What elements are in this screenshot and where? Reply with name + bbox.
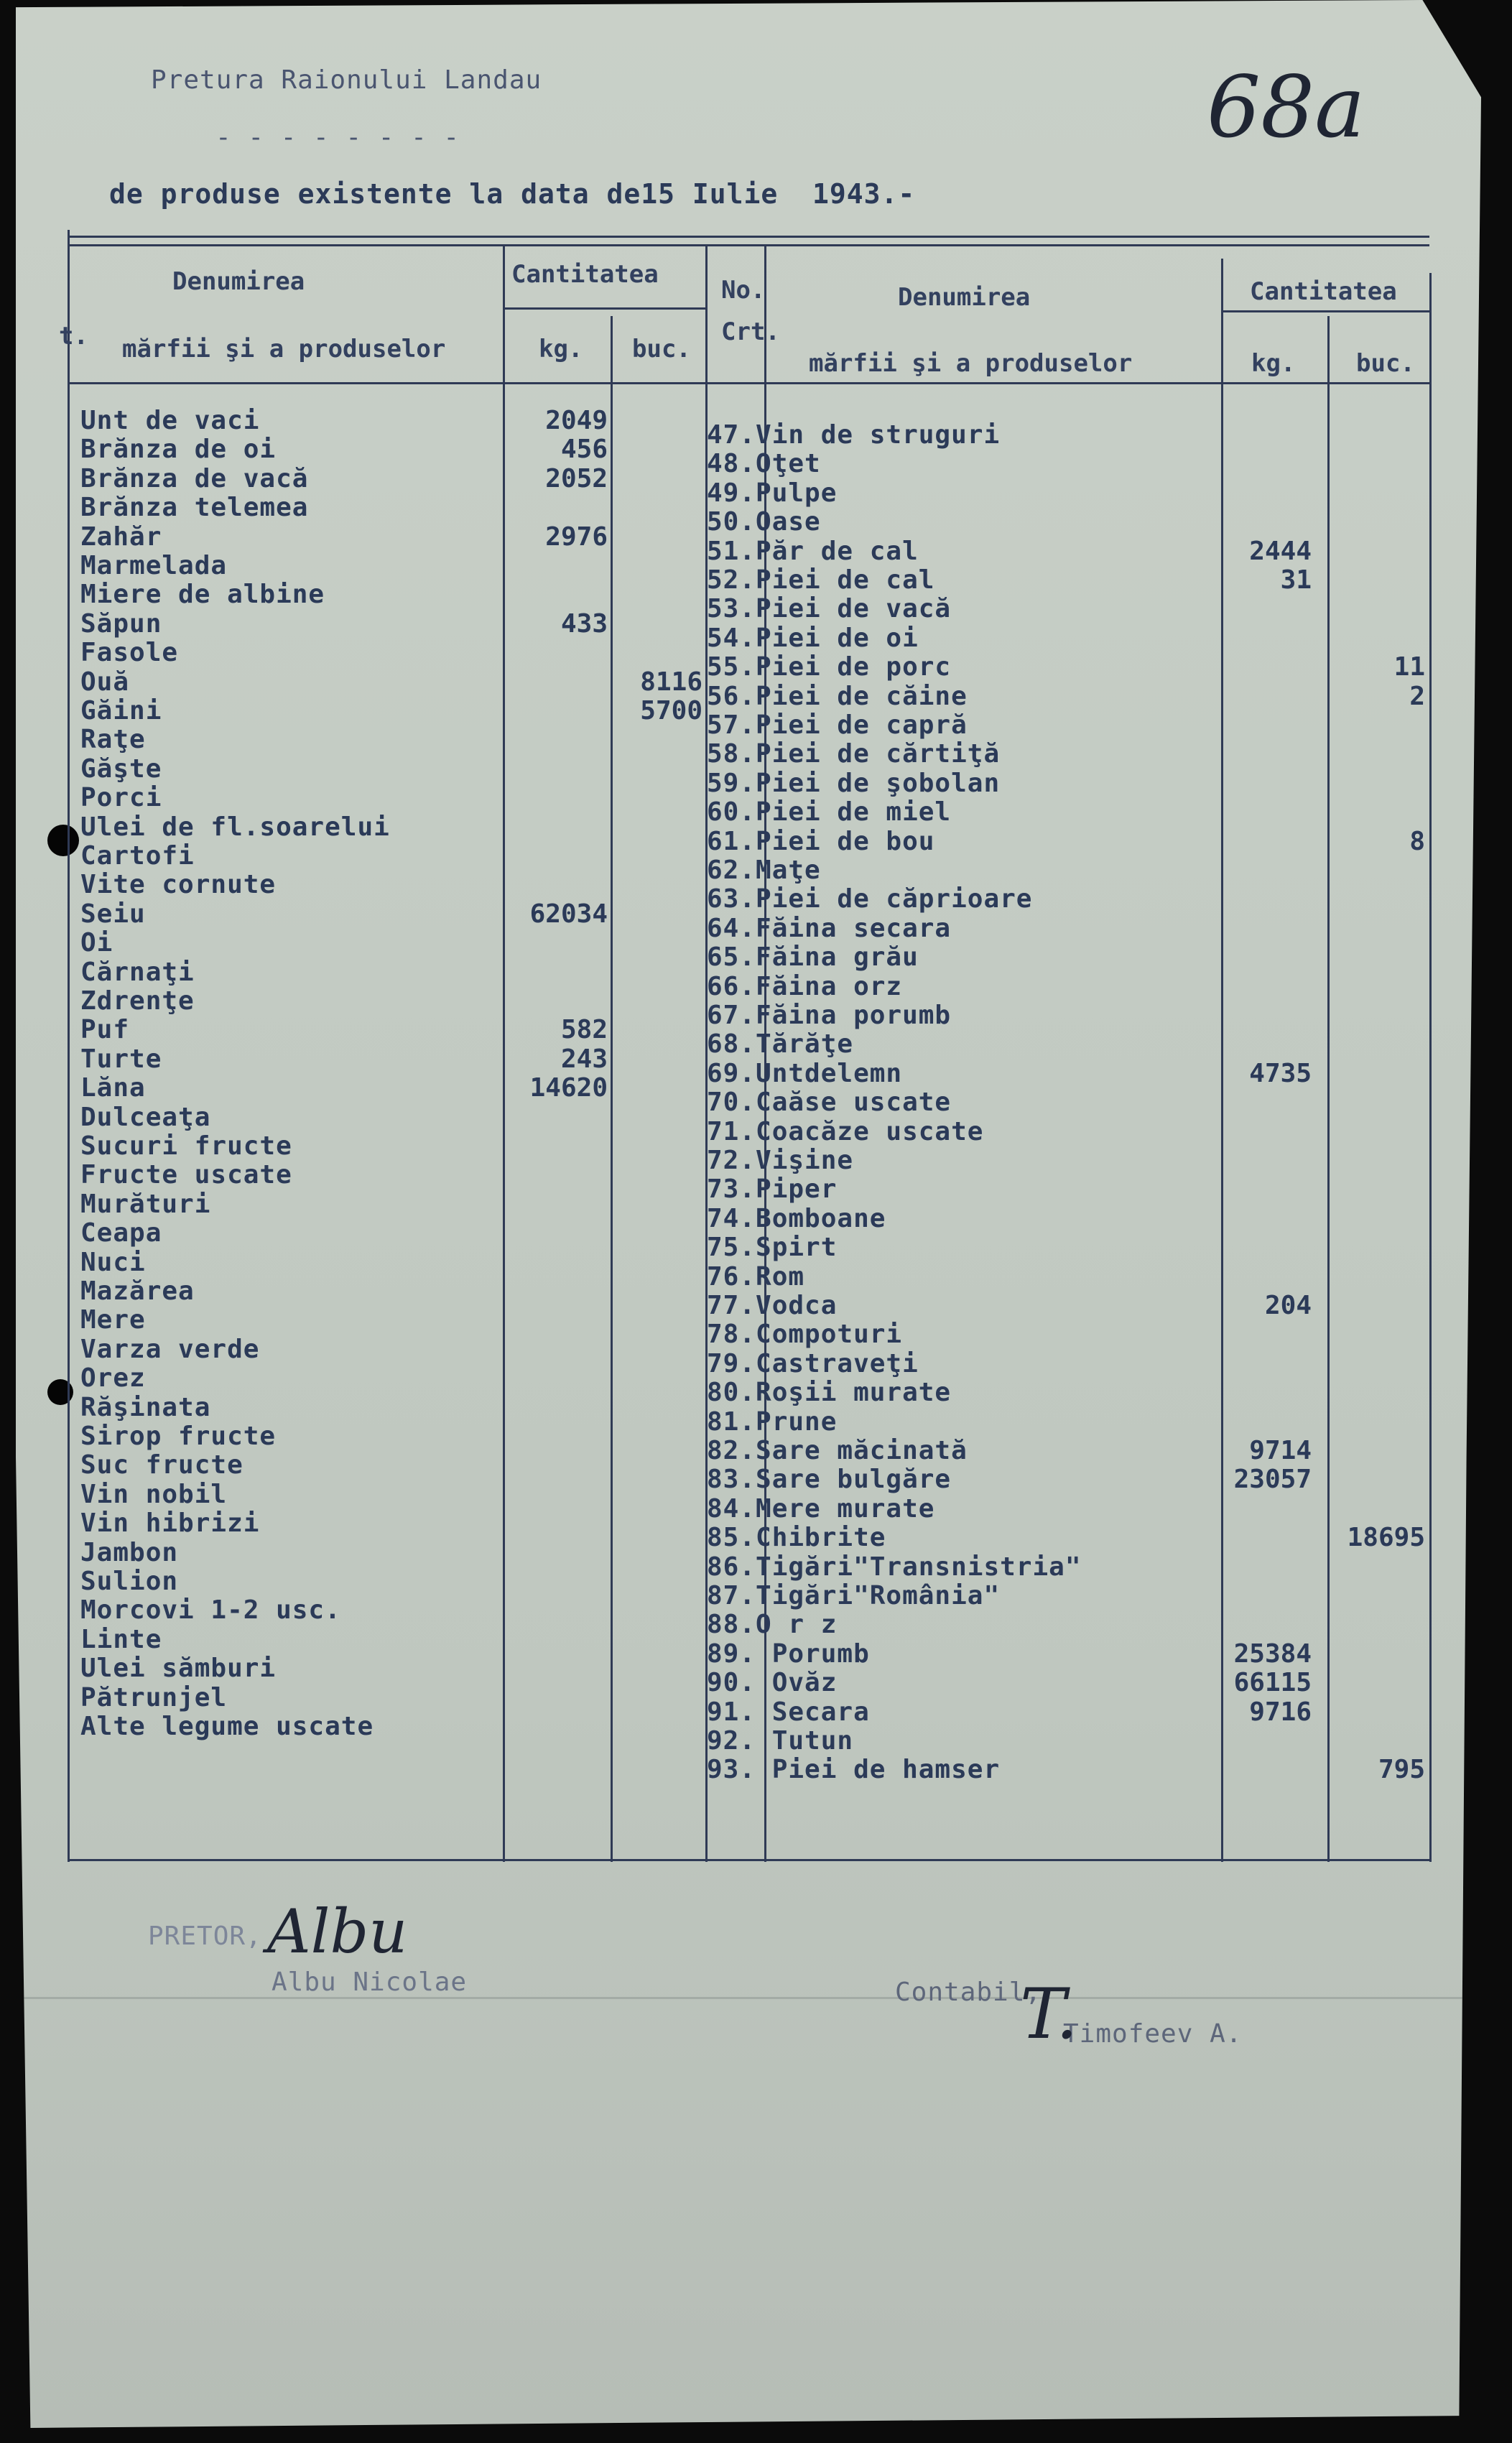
left-row-name: Brănza de oi <box>80 435 277 465</box>
right-row-item: 55.Piei de porc <box>707 652 952 682</box>
left-row-kg: 433 <box>560 608 608 639</box>
pretor-name: Albu Nicolae <box>272 1967 468 1997</box>
right-row-item: 59.Piei de şobolan <box>707 768 1001 798</box>
left-row-name: Alte legume uscate <box>80 1712 374 1741</box>
right-row-item: 47.Vin de struguri <box>707 420 1001 450</box>
left-row-name: Linte <box>80 1624 162 1654</box>
right-row-item: 50.Oase <box>707 507 821 537</box>
left-row-name: Pătrunjel <box>80 1682 228 1712</box>
right-row-item: 83.Sare bulgăre <box>707 1465 952 1495</box>
right-row-item: 49.Pulpe <box>707 478 838 508</box>
left-row-name: Suc fructe <box>80 1450 244 1480</box>
left-row-name: Zahăr <box>80 521 162 552</box>
right-row-item: 48.Oţet <box>707 449 821 479</box>
left-row-buc: 5700 <box>640 696 702 726</box>
right-row-item: 78.Compoturi <box>707 1320 903 1350</box>
right-row-item: 69.Untdelemn <box>707 1058 903 1088</box>
table-rule-vertical <box>1221 259 1223 1862</box>
right-row-item: 58.Piei de cărtiţă <box>707 739 1001 769</box>
left-row-name: Puf <box>80 1015 130 1045</box>
right-row-kg: 66115 <box>1233 1668 1312 1698</box>
pretor-title: PRETOR, <box>148 1922 262 1951</box>
left-row-kg: 456 <box>560 435 608 465</box>
punch-hole <box>47 825 79 856</box>
right-row-item: 92. Tutun <box>707 1726 854 1756</box>
left-row-kg: 243 <box>560 1044 608 1074</box>
right-row-item: 91. Secara <box>707 1697 870 1727</box>
left-row-name: Marmelada <box>80 551 228 580</box>
left-row-name: Mazărea <box>80 1276 195 1306</box>
right-row-buc: 795 <box>1378 1755 1425 1785</box>
left-row-name: Murături <box>80 1189 211 1219</box>
left-row-name: Găşte <box>80 754 162 784</box>
right-row-kg: 2444 <box>1249 536 1312 566</box>
right-row-item: 68.Tărăţe <box>707 1029 854 1060</box>
left-row-name: Răşinata <box>80 1392 211 1422</box>
left-row-name: Vite cornute <box>80 870 277 900</box>
left-row-name: Ceapa <box>80 1218 162 1248</box>
left-row-name: Morcovi 1-2 usc. <box>80 1595 341 1626</box>
left-row-name: Turte <box>80 1044 162 1074</box>
accountant-title: Contabil, <box>895 1978 1042 2007</box>
right-row-item: 77.Vodca <box>707 1291 838 1320</box>
table-rule-vertical <box>503 244 505 1862</box>
left-row-name: Dulceaţa <box>80 1102 211 1132</box>
left-row-name: Cartofi <box>80 841 195 871</box>
right-row-item: 61.Piei de bou <box>707 826 935 856</box>
col-header-kg: kg. <box>539 335 583 363</box>
fold-line <box>16 1997 1481 1999</box>
left-row-kg: 2976 <box>545 521 608 552</box>
left-row-kg: 14620 <box>529 1073 608 1103</box>
right-row-kg: 25384 <box>1233 1638 1312 1669</box>
right-row-item: 57.Piei de capră <box>707 710 968 740</box>
right-row-item: 80.Roşii murate <box>707 1378 952 1408</box>
table-rule-horizontal <box>68 382 1429 384</box>
right-row-buc: 2 <box>1409 681 1425 711</box>
left-row-name: Mere <box>80 1305 146 1335</box>
table-rule-horizontal <box>68 1859 1429 1861</box>
right-row-item: 66.Făina orz <box>707 971 903 1001</box>
right-row-kg: 204 <box>1264 1291 1312 1320</box>
right-row-item: 90. Ovăz <box>707 1668 838 1698</box>
left-row-kg: 2049 <box>545 406 608 435</box>
left-row-name: Săpun <box>80 608 162 639</box>
table-rule-horizontal <box>503 307 705 310</box>
col-header-kg-right: kg. <box>1251 349 1296 378</box>
left-row-name: Vin hibrizi <box>80 1508 260 1539</box>
col-header-name-right-l1: Denumirea <box>898 283 1031 312</box>
right-row-item: 73.Piper <box>707 1174 838 1205</box>
right-row-item: 93. Piei de hamser <box>707 1755 1001 1785</box>
right-row-item: 74.Bomboane <box>707 1203 886 1233</box>
left-row-name: Ulei sămburi <box>80 1654 277 1684</box>
institution-name: Pretura Raionului Landau <box>151 65 542 95</box>
left-row-name: Brănza de vacă <box>80 463 309 493</box>
col-header-qty: Cantitatea <box>511 260 659 289</box>
right-row-item: 54.Piei de oi <box>707 623 919 653</box>
left-row-name: Sulion <box>80 1567 179 1596</box>
right-row-kg: 23057 <box>1233 1465 1312 1495</box>
table-rule-vertical <box>1327 316 1330 1862</box>
right-row-item: 81.Prune <box>707 1406 838 1437</box>
left-row-name: Sucuri fructe <box>80 1131 292 1161</box>
right-row-buc: 8 <box>1409 826 1425 856</box>
left-row-name: Unt de vaci <box>80 406 260 435</box>
right-row-item: 72.Vişine <box>707 1146 854 1175</box>
left-row-name: Porci <box>80 783 162 813</box>
left-row-name: Sirop fructe <box>80 1422 277 1451</box>
left-row-name: Vin nobil <box>80 1479 228 1509</box>
dash-line: - - - - - - - - <box>215 123 460 152</box>
right-row-item: 86.Tigări"Transnistria" <box>707 1552 1082 1582</box>
col-header-crt: Crt. <box>721 317 780 346</box>
left-row-name: Fasole <box>80 638 179 668</box>
pretor-signature: Albu <box>267 1896 408 1967</box>
left-row-name: Ouă <box>80 667 130 697</box>
right-row-item: 64.Făina secara <box>707 913 952 943</box>
left-row-name: Ulei de fl.soarelui <box>80 812 390 842</box>
right-row-kg: 4735 <box>1249 1058 1312 1088</box>
right-row-item: 70.Caăse uscate <box>707 1088 952 1118</box>
right-row-item: 65.Făina grău <box>707 942 919 973</box>
right-row-item: 62.Maţe <box>707 856 821 885</box>
table-rule-horizontal <box>1221 310 1429 312</box>
table-rule-horizontal <box>68 236 1429 238</box>
col-header-buc-right: buc. <box>1356 349 1415 378</box>
left-row-name: Varza verde <box>80 1334 260 1364</box>
right-row-item: 51.Păr de cal <box>707 536 919 566</box>
right-row-kg: 9716 <box>1249 1697 1312 1727</box>
table-rule-vertical <box>1429 273 1432 1862</box>
left-row-name: Seiu <box>80 899 146 929</box>
left-row-name: Zdrenţe <box>80 986 195 1016</box>
right-row-kg: 31 <box>1280 565 1312 595</box>
left-row-name: Cărnaţi <box>80 957 195 987</box>
col-header-nr: No. <box>721 276 766 305</box>
right-row-item: 52.Piei de cal <box>707 565 935 595</box>
left-row-buc: 8116 <box>640 667 702 697</box>
right-row-item: 67.Făina porumb <box>707 1001 952 1030</box>
accountant-signature: T. <box>1020 1974 1078 2054</box>
left-row-name: Jambon <box>80 1537 179 1567</box>
right-row-item: 60.Piei de miel <box>707 797 952 828</box>
table-rule-horizontal <box>68 244 1429 246</box>
left-row-name: Lăna <box>80 1073 146 1103</box>
accountant-name: Timofeev A. <box>1063 2019 1243 2049</box>
right-row-buc: 18695 <box>1347 1523 1425 1553</box>
archive-number: 68a <box>1207 57 1365 157</box>
left-row-kg: 2052 <box>545 463 608 493</box>
right-row-buc: 11 <box>1393 652 1425 682</box>
left-row-name: Găini <box>80 696 162 726</box>
table-rule-vertical <box>611 316 613 1862</box>
col-header-buc: buc. <box>632 335 691 363</box>
right-row-item: 79.Castraveţi <box>707 1348 919 1378</box>
left-row-name: Brănza telemea <box>80 493 309 523</box>
right-row-item: 82.Sare măcinată <box>707 1436 968 1465</box>
right-row-item: 63.Piei de căprioare <box>707 884 1033 914</box>
left-row-name: Nuci <box>80 1247 146 1277</box>
col-header-qty-right: Cantitatea <box>1250 277 1397 306</box>
col-header-name-l2: mărfii şi a produselor <box>122 335 446 363</box>
col-header-name-l1: Denumirea <box>172 267 305 296</box>
col-header-name-right-l2: mărfii şi a produselor <box>809 349 1133 378</box>
right-row-item: 56.Piei de căine <box>707 681 968 711</box>
left-row-name: Miere de albine <box>80 580 325 610</box>
right-row-item: 75.Spirt <box>707 1233 838 1263</box>
right-row-item: 76.Rom <box>707 1261 805 1292</box>
right-row-kg: 9714 <box>1249 1436 1312 1465</box>
document-title: de produse existente la data de15 Iulie 1943.- <box>109 178 916 210</box>
col-header-nr-left: t. <box>59 322 88 351</box>
right-row-item: 84.Mere murate <box>707 1493 935 1524</box>
right-row-item: 53.Piei de vacă <box>707 594 952 624</box>
table-rule-vertical <box>68 230 70 1862</box>
left-row-kg: 62034 <box>529 899 608 929</box>
right-row-item: 88.O r z <box>707 1610 838 1640</box>
left-row-name: Fructe uscate <box>80 1160 292 1190</box>
left-row-name: Orez <box>80 1363 146 1394</box>
right-row-item: 87.Tigări"România" <box>707 1581 1001 1610</box>
right-row-item: 89. Porumb <box>707 1638 870 1669</box>
left-row-kg: 582 <box>560 1015 608 1045</box>
right-row-item: 85.Chibrite <box>707 1523 886 1553</box>
left-row-name: Oi <box>80 928 113 958</box>
left-row-name: Raţe <box>80 725 146 755</box>
right-row-item: 71.Coacăze uscate <box>707 1116 984 1146</box>
